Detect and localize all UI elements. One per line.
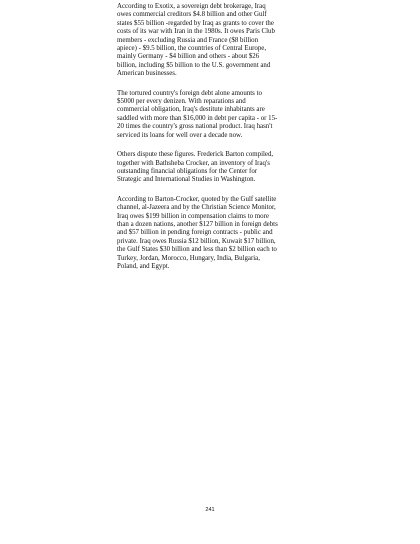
text-line: apiece) - $9.5 billion, the countries of Central Europe,	[117, 45, 267, 53]
text-line: Others dispute these figures. Frederick Barton compiled,	[117, 151, 274, 159]
page-number: 241	[205, 507, 215, 513]
text-line: channel, al-Jazeera and by the Christian Science Monitor,	[117, 204, 276, 212]
text-line: $5000 per every denizen. With reparations and	[117, 98, 246, 106]
text-line: together with Bathsheba Crocker, an inventory of Iraq's	[117, 159, 270, 167]
text-line: costs of its war with Iran in the 1980s. It owes Paris Club	[117, 28, 275, 36]
text-line: owes commercial creditors $4.8 billion and other Gulf	[117, 11, 267, 19]
text-line: According to Barton-Crocker, quoted by the Gulf satellite	[117, 195, 277, 203]
text-line: states $55 billion -regarded by Iraq as grants to cover the	[117, 19, 274, 27]
text-line: mainly Germany - $4 billion and others - about $26	[117, 53, 260, 61]
text-line: Poland, and Egypt.	[117, 262, 170, 270]
text-line: than a dozen nations, another $127 billion in foreign debts	[117, 220, 278, 228]
text-line: commercial obligation, Iraq's destitute inhabitants are	[117, 106, 265, 114]
text-line: saddled with more than $16,000 in debt per capita - or 15-	[117, 114, 278, 122]
text-line: private. Iraq owes Russia $12 billion, Kuwait $17 billion,	[117, 237, 276, 245]
paragraph-debt-per-capita	[117, 90, 309, 140]
paragraph-exotix-debt	[117, 3, 309, 79]
text-line: the Gulf States $30 billion and less than $2 billion each to	[117, 246, 277, 254]
text-line: members - excluding Russia and France ($8 billion	[117, 36, 259, 44]
paragraph-dispute	[117, 151, 309, 185]
text-line: The tortured country's foreign debt alone amounts to	[117, 89, 262, 97]
text-line: According to Exotix, a sovereign debt brokerage, Iraq	[117, 3, 266, 10]
paragraph-barton-crocker	[117, 196, 309, 272]
text-line: Iraq owes $199 billion in compensation claims to more	[117, 212, 269, 220]
text-line: American businesses.	[117, 70, 177, 78]
text-line: Strategic and International Studies in Washington.	[117, 176, 256, 184]
text-line: serviced its loans for well over a decade now.	[117, 131, 243, 139]
text-line: and $57 billion in pending foreign contracts - public and	[117, 229, 273, 237]
body-text	[117, 3, 309, 282]
text-line: outstanding financial obligations for the Center for	[117, 167, 258, 175]
text-line: 20 times the country's gross national product. Iraq hasn't	[117, 123, 273, 131]
text-line: billion, including $5 billion to the U.S. government and	[117, 61, 271, 69]
text-line: Turkey, Jordan, Morocco, Hungary, India, Bulgaria,	[117, 254, 260, 262]
